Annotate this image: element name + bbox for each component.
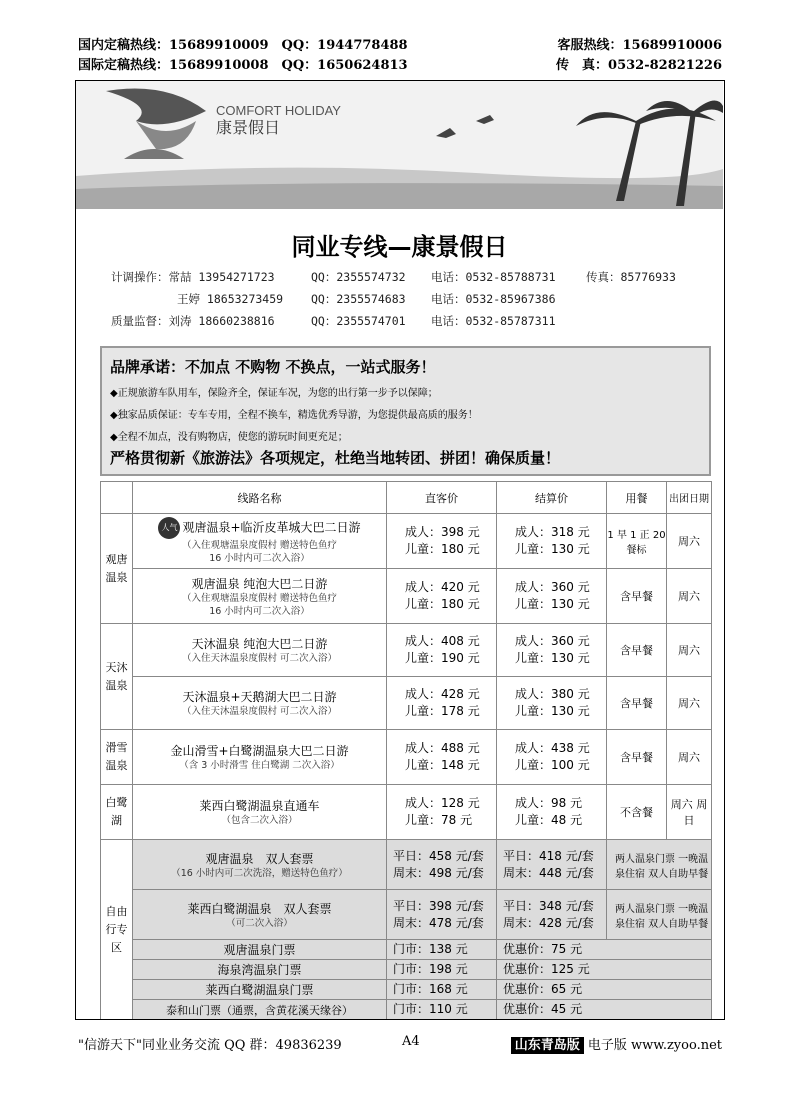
route-note: （入住天沐温泉度假村 可二次入浴） (181, 653, 338, 664)
promise-heading: 品牌承诺：不加点 不购物 不换点，一站式服务！ (110, 358, 436, 376)
settle-child: 儿童：48 元 (515, 813, 583, 827)
direct-child: 儿童：148 元 (405, 758, 480, 772)
domestic-hotline: 国内定稿热线：15689910009 QQ：1944778488 (78, 38, 408, 53)
brand-cn: 康景假日 (216, 118, 281, 137)
route-note: （入住观塘温泉度假村 赠送特色鱼疗 (181, 540, 338, 551)
door-price: 门市：110 元 (387, 1000, 497, 1020)
contact-person: 王婷 18653273459 (177, 292, 284, 306)
contact-fax: 传真：85776933 (586, 270, 676, 284)
route-table (100, 481, 712, 1020)
direct-child: 儿童：180 元 (405, 542, 480, 556)
settle-weekend: 周末：448 元/套 (503, 865, 594, 880)
settle-child: 儿童：130 元 (515, 704, 590, 718)
route-note: 16 小时内可二次入浴） (209, 553, 310, 564)
ticket-row (101, 1000, 712, 1020)
table-row (101, 785, 712, 840)
category: 滑雪温泉 (101, 730, 133, 785)
footer (78, 1034, 722, 1053)
direct-weekday: 平日：458 元/套 (393, 848, 484, 863)
route-note: （16 小时内可二次洗浴，赠送特色鱼疗） (171, 867, 348, 879)
discount-price: 优惠价：65 元 (497, 980, 712, 1000)
table-row (101, 624, 712, 677)
settle-adult: 成人：380 元 (515, 687, 590, 701)
date: 周六 (667, 569, 712, 624)
route-name: 天沐温泉+天鹅湖大巴二日游 (182, 690, 337, 704)
table-header (101, 482, 712, 514)
route-name: 观唐温泉+临沂皮革城大巴二日游 (182, 520, 361, 535)
contact-phone: 电话：0532-85788731 (431, 270, 556, 284)
promise-bullet: ◆独家品质保证：专车专用，全程不换车，精选优秀导游，为您提供最高质的服务！ (110, 410, 478, 421)
direct-adult: 成人：128 元 (405, 796, 480, 810)
ticket-row (101, 960, 712, 980)
table-row (101, 890, 712, 940)
contact-qq: QQ：2355574683 (311, 292, 406, 306)
meal: 含早餐 (607, 624, 667, 677)
meal: 含早餐 (607, 730, 667, 785)
banner-illustration (76, 81, 723, 209)
promise-bullet: ◆全程不加点，没有购物店，使您的游玩时间更充足； (110, 432, 348, 443)
direct-adult: 成人：398 元 (405, 525, 480, 539)
table-row (101, 730, 712, 785)
settle-adult: 成人：360 元 (515, 580, 590, 594)
meal: 1 早 1 正 20 餐标 (607, 514, 667, 569)
ticket-name: 泰和山门票（通票，含黄花溪天缘谷） (133, 1000, 387, 1020)
direct-child: 儿童：190 元 (405, 651, 480, 665)
website-link[interactable]: 电子版 www.zyoo.net (587, 1038, 722, 1053)
discount-price: 优惠价：125 元 (497, 960, 712, 980)
promise-bullet: ◆正规旅游车队用车，保险齐全，保证车况，为您的出行第一步予以保障； (110, 388, 438, 399)
fax: 传 真：0532-82821226 (556, 58, 722, 73)
direct-child: 儿童：78 元 (405, 813, 473, 827)
direct-adult: 成人：488 元 (405, 741, 480, 755)
ticket-name: 海泉湾温泉门票 (133, 960, 387, 980)
header-line-1 (78, 34, 722, 53)
settle-adult: 成人：98 元 (515, 796, 583, 810)
date: 周六 (667, 514, 712, 569)
settle-adult: 成人：318 元 (515, 525, 590, 539)
ticket-row (101, 940, 712, 960)
promise-footer: 严格贯彻新《旅游法》各项规定，杜绝当地转团、拼团！确保质量！ (110, 449, 561, 467)
header-line-2 (78, 54, 722, 73)
page-title: 同业专线—康景假日 (291, 233, 508, 261)
contact-person: 质量监督：刘涛 18660238816 (111, 314, 275, 328)
settle-child: 儿童：130 元 (515, 542, 590, 556)
contact-phone: 电话：0532-85967386 (431, 292, 556, 306)
route-note: （入住天沐温泉度假村 可二次入浴） (181, 706, 338, 717)
table-row (101, 514, 712, 569)
door-price: 门市：168 元 (387, 980, 497, 1000)
meal: 含早餐 (607, 677, 667, 730)
direct-child: 儿童：180 元 (405, 597, 480, 611)
ticket-row (101, 980, 712, 1000)
contact-person: 计调操作：常喆 13954271723 (111, 270, 275, 284)
settle-adult: 成人：438 元 (515, 741, 590, 755)
route-name: 莱西白鹭湖温泉直通车 (199, 799, 320, 813)
direct-adult: 成人：408 元 (405, 634, 480, 648)
route-note: （可二次入浴） (226, 917, 293, 929)
category: 白鹭湖 (101, 785, 133, 840)
date: 周六 (667, 677, 712, 730)
date: 周六 (667, 624, 712, 677)
route-name: 天沐温泉 纯泡大巴二日游 (191, 637, 328, 651)
discount-price: 优惠价：75 元 (497, 940, 712, 960)
brand-en: COMFORT HOLIDAY (216, 103, 341, 118)
date: 周六 (667, 730, 712, 785)
route-note: （入住观塘温泉度假村 赠送特色鱼疗 (181, 592, 338, 604)
ticket-name: 莱西白鹭湖温泉门票 (133, 980, 387, 1000)
table-row (101, 569, 712, 624)
qq-group: "信游天下"同业业务交流 QQ 群：49836239 (78, 1038, 342, 1053)
direct-weekend: 周末：478 元/套 (393, 915, 484, 930)
route-note: 16 小时内可二次入浴） (209, 605, 310, 617)
contact-qq: QQ：2355574701 (311, 314, 406, 328)
route-note: （包含二次入浴） (221, 815, 298, 826)
th-date: 出团日期 (667, 482, 712, 514)
banner (76, 81, 723, 209)
package-includes: 两人温泉门票 一晚温泉住宿 双人自助早餐 (607, 890, 712, 940)
route-name: 观唐温泉 双人套票 (205, 851, 314, 866)
discount-price: 优惠价：45 元 (497, 1000, 712, 1020)
ad-frame (75, 80, 725, 1020)
category: 观唐温泉 (101, 514, 133, 624)
meal: 不含餐 (607, 785, 667, 840)
service-hotline: 客服热线：15689910006 (557, 38, 722, 53)
th-meal: 用餐 (607, 482, 667, 514)
table-row (101, 840, 712, 890)
settle-weekday: 平日：348 元/套 (503, 898, 594, 913)
edition-label: 山东青岛版 (511, 1037, 584, 1054)
th-settle: 结算价 (497, 482, 607, 514)
contact-qq: QQ：2355574732 (311, 270, 406, 284)
settle-child: 儿童：130 元 (515, 651, 590, 665)
th-route: 线路名称 (133, 482, 387, 514)
contact-phone: 电话：0532-85787311 (431, 314, 556, 328)
settle-child: 儿童：100 元 (515, 758, 590, 772)
route-note: （含 3 小时滑雪 住白鹭湖 二次入浴） (179, 760, 340, 771)
door-price: 门市：138 元 (387, 940, 497, 960)
date: 周六 周日 (667, 785, 712, 840)
direct-weekday: 平日：398 元/套 (393, 898, 484, 913)
page-number: A4 (402, 1034, 420, 1049)
th-direct: 直客价 (387, 482, 497, 514)
ticket-name: 观唐温泉门票 (133, 940, 387, 960)
intl-hotline: 国际定稿热线：15689910008 QQ：1650624813 (78, 58, 408, 73)
door-price: 门市：198 元 (387, 960, 497, 980)
direct-weekend: 周末：498 元/套 (393, 865, 484, 880)
package-includes: 两人温泉门票 一晚温泉住宿 双人自助早餐 (607, 840, 712, 890)
brand-promise (100, 346, 711, 476)
settle-child: 儿童：130 元 (515, 597, 590, 611)
table-row (101, 677, 712, 730)
edition (511, 1034, 722, 1053)
direct-adult: 成人：428 元 (405, 687, 480, 701)
route-name: 金山滑雪+白鹭湖温泉大巴二日游 (170, 744, 349, 758)
category: 天沐温泉 (101, 624, 133, 730)
direct-child: 儿童：178 元 (405, 704, 480, 718)
route-name: 观唐温泉 纯泡大巴二日游 (191, 576, 328, 591)
route-name: 莱西白鹭湖温泉 双人套票 (187, 901, 332, 916)
meal: 含早餐 (607, 569, 667, 624)
category: 自由行专区 (101, 840, 133, 1020)
settle-weekday: 平日：418 元/套 (503, 848, 594, 863)
settle-weekend: 周末：428 元/套 (503, 915, 594, 930)
settle-adult: 成人：360 元 (515, 634, 590, 648)
popular-badge: 人气 (158, 517, 180, 539)
direct-adult: 成人：420 元 (405, 580, 480, 594)
